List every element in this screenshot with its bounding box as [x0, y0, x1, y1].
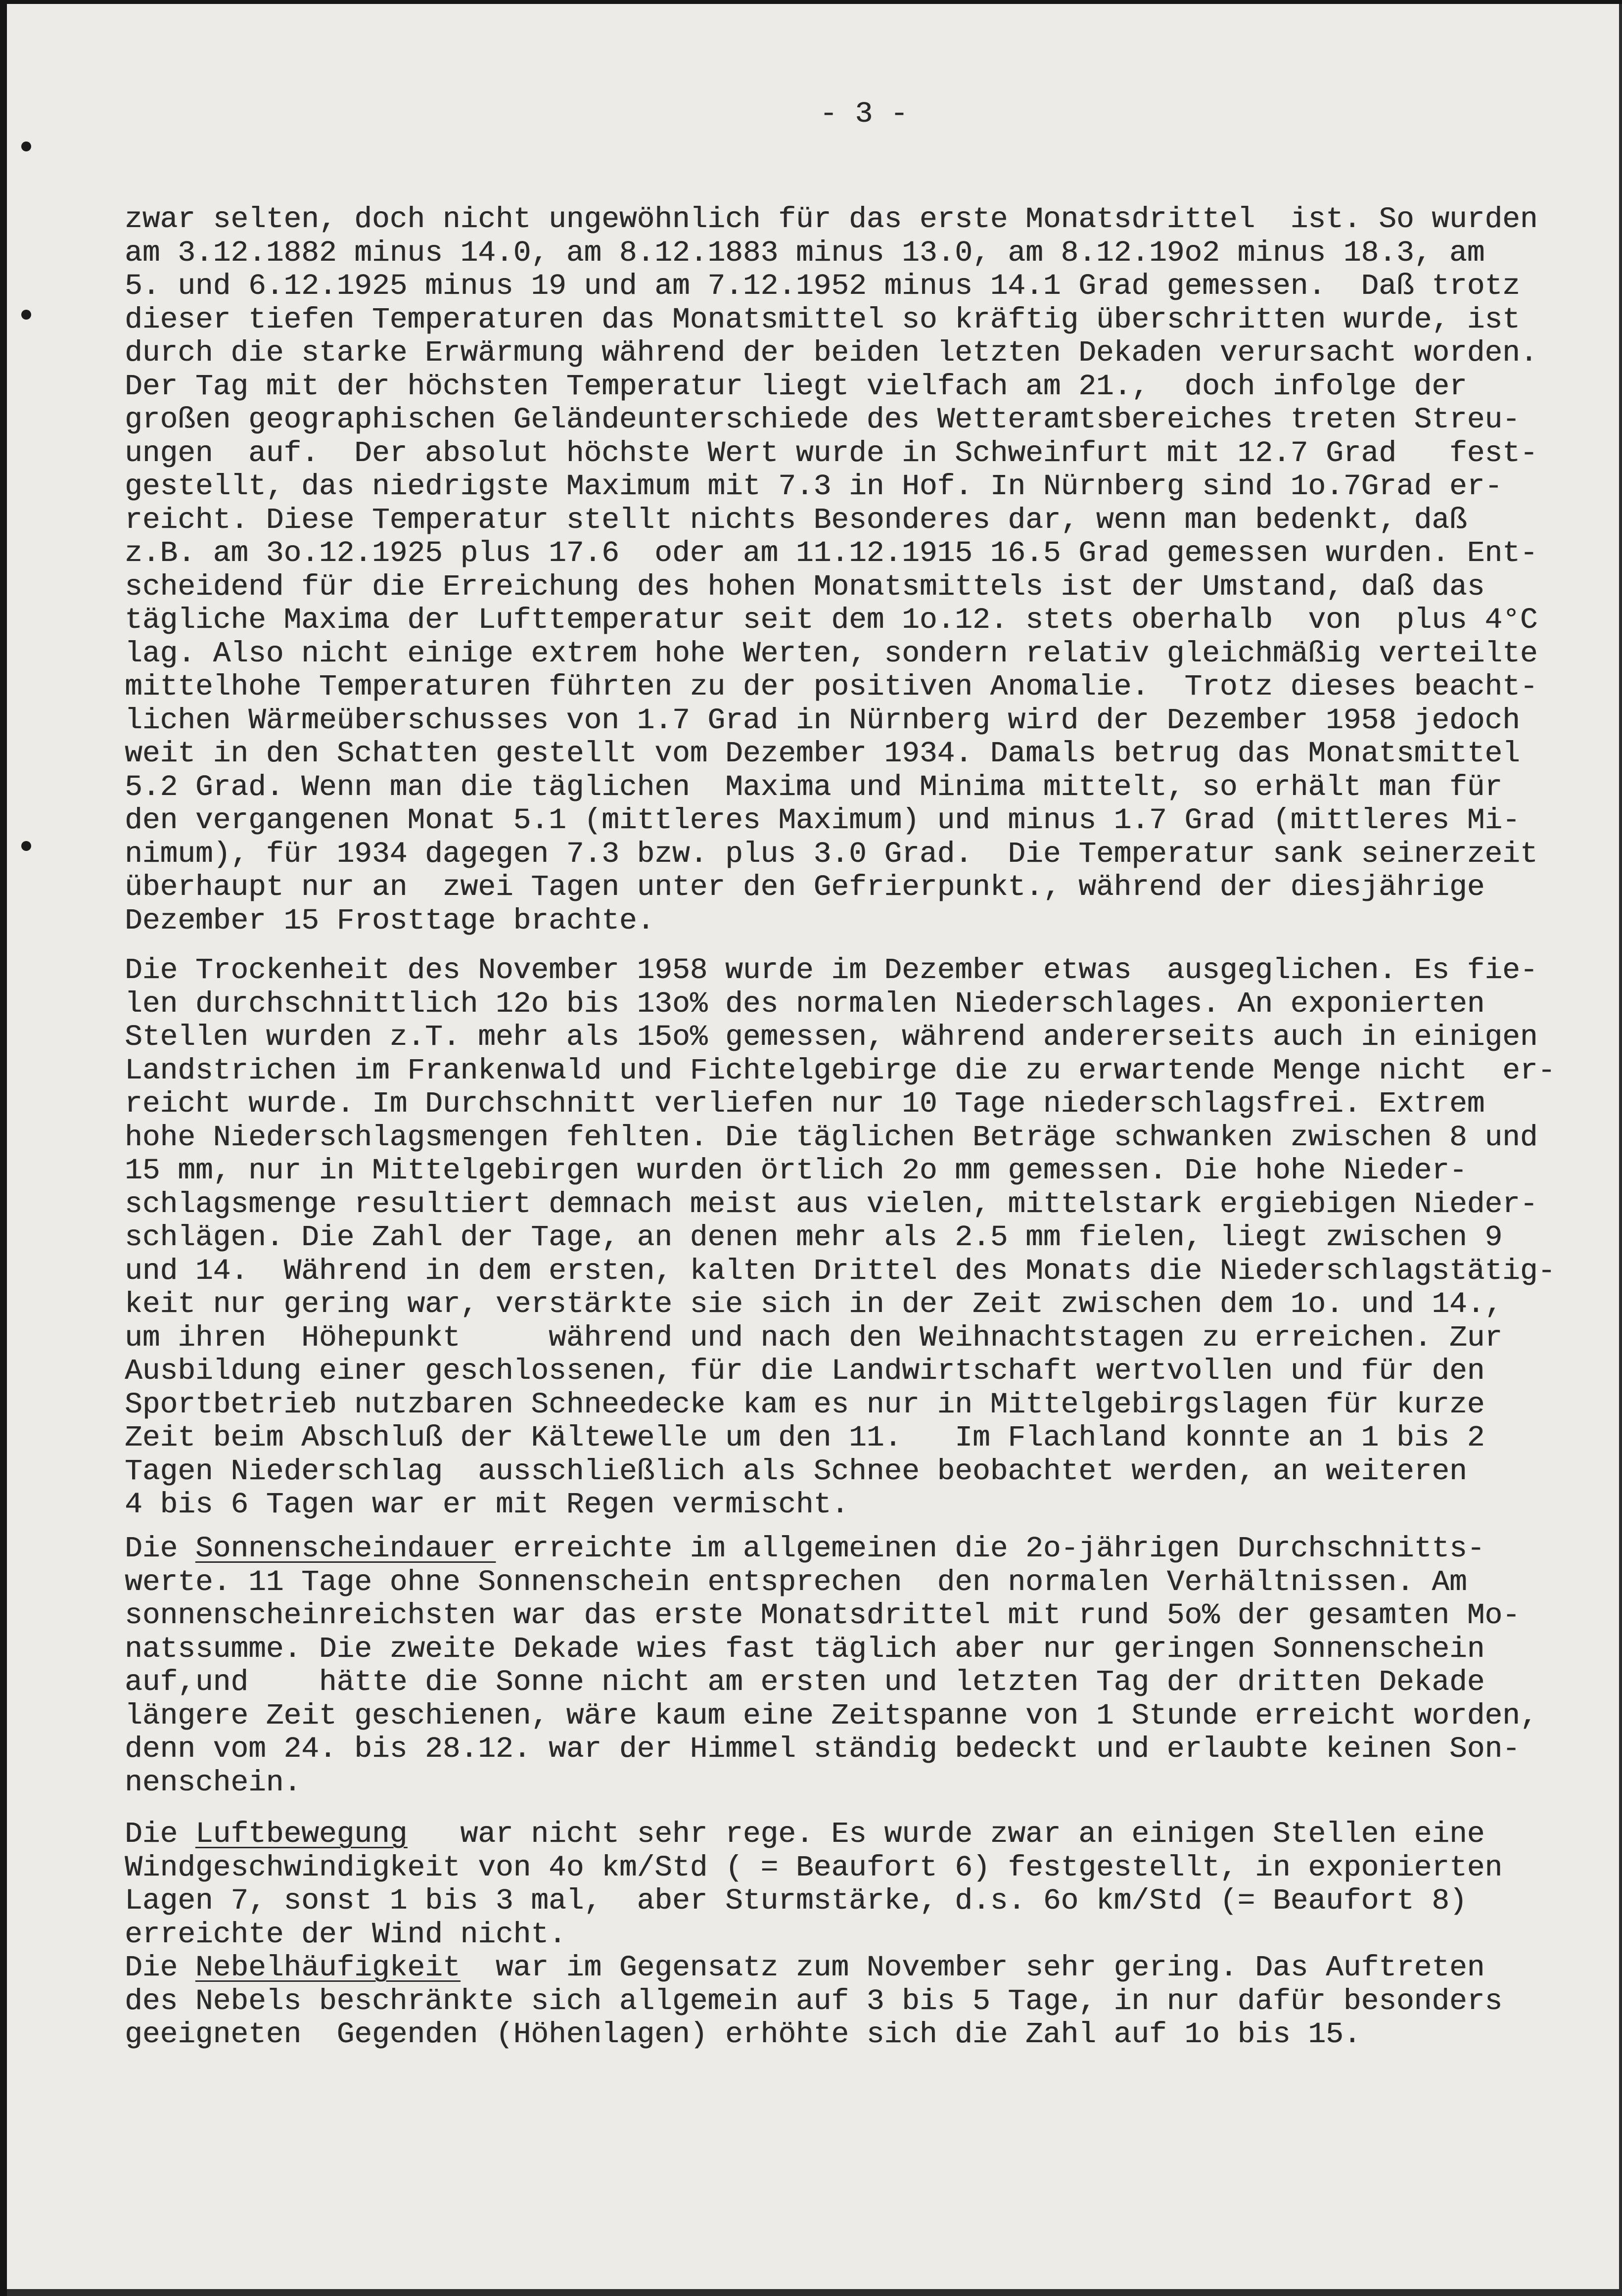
- text-line: Lagen 7, sonst 1 bis 3 mal, aber Sturmstärke, d.s. 6o km/Std (= Beaufort 8): [125, 1884, 1467, 1918]
- text-line: Landstrichen im Frankenwald und Fichtelgebirge die zu erwartende Menge nicht er-: [125, 1053, 1556, 1087]
- text-line: schlägen. Die Zahl der Tage, an denen mehr als 2.5 mm fielen, liegt zwischen 9: [125, 1220, 1503, 1254]
- underlined-term-wind: Luftbewegung: [195, 1817, 408, 1851]
- punch-hole-mark: [21, 841, 31, 851]
- text-line: hohe Niederschlagsmengen fehlten. Die täglichen Beträge schwanken zwischen 8 und: [125, 1120, 1538, 1154]
- text-line: Sportbetrieb nutzbaren Schneedecke kam es nur in Mittelgebirgslagen für kurze: [125, 1387, 1485, 1421]
- text-line: längere Zeit geschienen, wäre kaum eine Zeitspanne von 1 Stunde erreicht worden,: [125, 1698, 1538, 1733]
- text-line: Stellen wurden z.T. mehr als 15o% gemessen, während andererseits auch in einigen: [125, 1020, 1538, 1054]
- text-line: z.B. am 3o.12.1925 plus 17.6 oder am 11.12.1915 16.5 Grad gemessen wurden. Ent-: [125, 536, 1538, 570]
- line-rest: erreichte im allgemeinen die 2o-jährigen Durchschnitts-: [495, 1532, 1485, 1565]
- line-rest: war im Gegensatz zum November sehr gering. Das Auftreten: [460, 1951, 1485, 1984]
- text-line: sonnenscheinreichsten war das erste Monatsdrittel mit rund 5o% der gesamten Mo-: [125, 1598, 1520, 1632]
- text-line: geeigneten Gegenden (Höhenlagen) erhöhte sich die Zahl auf 1o bis 15.: [125, 2017, 1361, 2051]
- punch-hole-mark: [21, 310, 31, 320]
- text-line: auf,und hätte die Sonne nicht am ersten und letzten Tag der dritten Dekade: [125, 1665, 1485, 1699]
- line-lead: Die: [125, 1951, 195, 1984]
- line-lead: Die: [125, 1532, 195, 1565]
- text-line: großen geographischen Geländeunterschiede des Wetteramtsbereiches treten Streu-: [125, 403, 1520, 436]
- underlined-term-sunshine: Sonnenscheindauer: [195, 1532, 496, 1565]
- text-line: 5. und 6.12.1925 minus 19 und am 7.12.1952 minus 14.1 Grad gemessen. Daß trotz: [125, 269, 1520, 303]
- page-number: - 3 -: [820, 97, 908, 131]
- text-line: denn vom 24. bis 28.12. war der Himmel ständig bedeckt und erlaubte keinen Son-: [125, 1732, 1520, 1766]
- text-line: lag. Also nicht einige extrem hohe Werten, sondern relativ gleichmäßig verteilte: [125, 636, 1538, 670]
- text-line: Der Tag mit der höchsten Temperatur liegt vielfach am 21., doch infolge der: [125, 369, 1467, 403]
- text-line: Tagen Niederschlag ausschließlich als Schnee beobachtet werden, an weiteren: [125, 1454, 1467, 1488]
- text-line: Windgeschwindigkeit von 4o km/Std ( = Beaufort 6) festgestellt, in exponierten: [125, 1850, 1503, 1884]
- underlined-term-fog: Nebelhäufigkeit: [195, 1951, 461, 1984]
- text-line: nenschein.: [125, 1765, 302, 1799]
- text-line: und 14. Während in dem ersten, kalten Drittel des Monats die Niederschlagstätig-: [125, 1254, 1556, 1288]
- paragraph-temperature: [125, 203, 1537, 937]
- text-line: 15 mm, nur in Mittelgebirgen wurden örtlich 2o mm gemessen. Die hohe Nieder-: [125, 1154, 1467, 1187]
- text-line: werte. 11 Tage ohne Sonnenschein entsprechen den normalen Verhältnissen. Am: [125, 1565, 1467, 1599]
- text-line: [125, 1951, 1502, 1985]
- text-line: Zeit beim Abschluß der Kältewelle um den 11. Im Flachland konnte an 1 bis 2: [125, 1421, 1485, 1454]
- text-line: zwar selten, doch nicht ungewöhnlich für das erste Monatsdrittel ist. So wurden: [125, 202, 1538, 236]
- text-line: lichen Wärmeüberschusses von 1.7 Grad in Nürnberg wird der Dezember 1958 jedoch: [125, 703, 1520, 737]
- paragraph-wind: [125, 1818, 1502, 1951]
- text-line: überhaupt nur an zwei Tagen unter den Gefrierpunkt., während der diesjährige: [125, 870, 1485, 904]
- text-line: mittelhohe Temperaturen führten zu der positiven Anomalie. Trotz dieses beacht-: [125, 670, 1538, 703]
- text-line: Ausbildung einer geschlossenen, für die Landwirtschaft wertvollen und für den: [125, 1354, 1485, 1388]
- text-line: tägliche Maxima der Lufttemperatur seit dem 1o.12. stets oberhalb von plus 4°C: [125, 603, 1538, 637]
- text-line: um ihren Höhepunkt während und nach den Weihnachtstagen zu erreichen. Zur: [125, 1320, 1503, 1355]
- text-line: am 3.12.1882 minus 14.0, am 8.12.1883 minus 13.0, am 8.12.19o2 minus 18.3, am: [125, 235, 1485, 270]
- line-rest: war nicht sehr rege. Es wurde zwar an einigen Stellen eine: [407, 1817, 1485, 1851]
- text-line: len durchschnittlich 12o bis 13o% des normalen Niederschlages. An exponierten: [125, 986, 1485, 1021]
- text-line: durch die starke Erwärmung während der beiden letzten Dekaden verursacht worden.: [125, 336, 1538, 370]
- paragraph-sunshine: [125, 1532, 1537, 1799]
- text-line: scheidend für die Erreichung des hohen Monatsmittels ist der Umstand, daß das: [125, 569, 1485, 604]
- text-line: Dezember 15 Frosttage brachte.: [125, 903, 655, 937]
- text-line: nimum), für 1934 dagegen 7.3 bzw. plus 3.0 Grad. Die Temperatur sank seinerzeit: [125, 837, 1538, 871]
- text-line: reicht. Diese Temperatur stellt nichts Besonderes dar, wenn man bedenkt, daß: [125, 503, 1467, 537]
- text-line: 4 bis 6 Tagen war er mit Regen vermischt.: [125, 1488, 849, 1521]
- text-line: reicht wurde. Im Durchschnitt verliefen nur 10 Tage niederschlagsfrei. Extrem: [125, 1087, 1485, 1121]
- text-line: dieser tiefen Temperaturen das Monatsmittel so kräftig überschritten wurde, ist: [125, 302, 1520, 336]
- text-line: gestellt, das niedrigste Maximum mit 7.3 in Hof. In Nürnberg sind 1o.7Grad er-: [125, 469, 1503, 503]
- text-line: Die Trockenheit des November 1958 wurde im Dezember etwas ausgeglichen. Es fie-: [125, 953, 1538, 987]
- text-line: 5.2 Grad. Wenn man die täglichen Maxima und Minima mittelt, so erhält man für: [125, 770, 1503, 804]
- text-line: ungen auf. Der absolut höchste Wert wurde in Schweinfurt mit 12.7 Grad fest-: [125, 436, 1538, 470]
- text-line: [125, 1818, 1502, 1851]
- punch-hole-mark: [21, 141, 31, 151]
- paragraph-precipitation: [125, 954, 1555, 1522]
- text-line: schlagsmenge resultiert demnach meist aus vielen, mittelstark ergiebigen Nieder-: [125, 1187, 1538, 1221]
- text-line: erreichte der Wind nicht.: [125, 1917, 566, 1951]
- text-line: keit nur gering war, verstärkte sie sich in der Zeit zwischen dem 1o. und 14.,: [125, 1287, 1503, 1321]
- paragraph-fog: [125, 1951, 1502, 2052]
- text-line: weit in den Schatten gestellt vom Dezember 1934. Damals betrug das Monatsmittel: [125, 737, 1520, 770]
- text-line: [125, 1532, 1537, 1566]
- text-line: des Nebels beschränkte sich allgemein auf 3 bis 5 Tage, in nur dafür besonders: [125, 1984, 1503, 2018]
- line-lead: Die: [125, 1817, 195, 1851]
- text-line: natssumme. Die zweite Dekade wies fast täglich aber nur geringen Sonnenschein: [125, 1632, 1485, 1666]
- text-line: den vergangenen Monat 5.1 (mittleres Maximum) und minus 1.7 Grad (mittleres Mi-: [125, 803, 1520, 837]
